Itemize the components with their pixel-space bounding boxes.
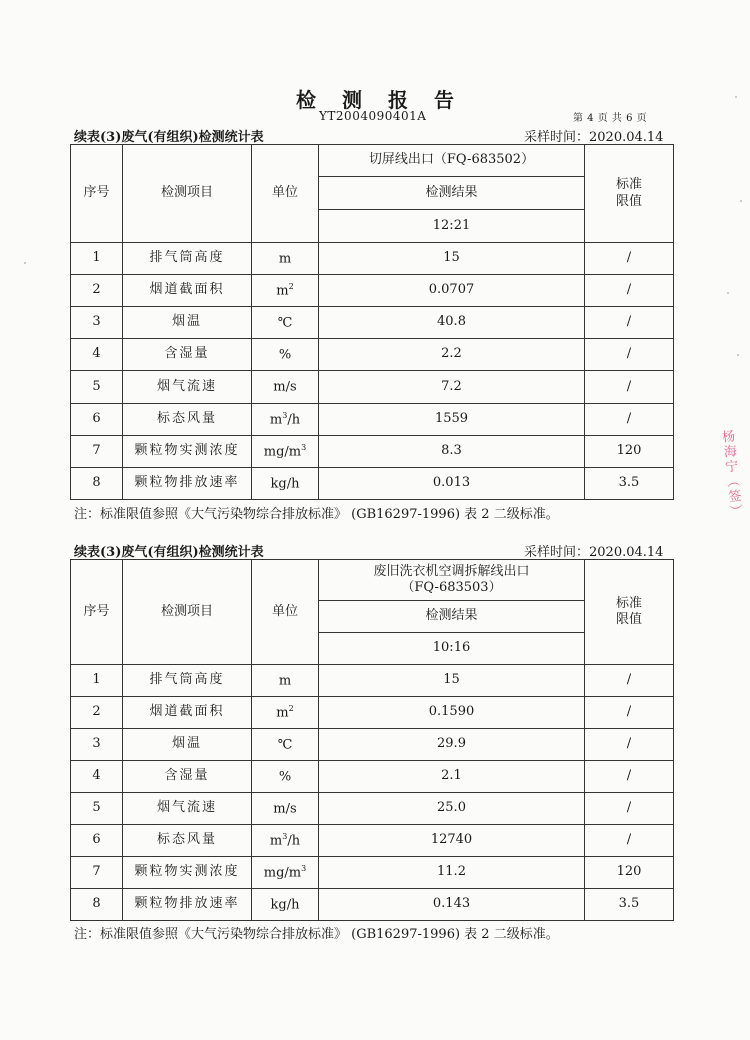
unit-base: mg/m — [263, 444, 302, 460]
report-title: 检测报告 — [296, 88, 480, 112]
row-seq: 2 — [71, 697, 123, 729]
row-value: 0.143 — [319, 889, 585, 921]
unit-base: m — [269, 412, 283, 428]
row-limit: / — [585, 665, 674, 697]
row-value: 8.3 — [319, 436, 585, 468]
unit-base: kg/h — [270, 476, 300, 492]
row-unit — [252, 468, 319, 500]
unit-base: m — [269, 833, 283, 849]
header-result: 检测结果 — [319, 177, 585, 210]
row-item: 烟气流速 — [123, 793, 252, 825]
sampling-time: 10:16 — [319, 633, 585, 665]
row-seq: 4 — [71, 339, 123, 371]
unit-suffix: /h — [287, 412, 301, 428]
row-seq: 6 — [71, 825, 123, 857]
row-unit — [252, 339, 319, 371]
row-unit — [252, 857, 319, 889]
row-value: 2.2 — [319, 339, 585, 371]
row-limit: / — [585, 729, 674, 761]
sampling-location-line-1: 切屏线出口（FQ-683502） — [368, 152, 535, 168]
row-limit: / — [585, 339, 674, 371]
table-row — [71, 404, 674, 436]
row-seq: 7 — [71, 857, 123, 889]
row-limit: / — [585, 825, 674, 857]
row-unit — [252, 729, 319, 761]
unit-base: m/s — [273, 379, 297, 395]
table-1-title: 续表(3)废气(有组织)检测统计表 — [74, 130, 264, 145]
table-row — [71, 275, 674, 307]
header-result: 检测结果 — [319, 601, 585, 633]
unit-suffix: /h — [287, 833, 301, 849]
table-1-note: 注：标准限值参照《大气污染物综合排放标准》 (GB16297-1996) 表 2 二级标准。 — [74, 507, 559, 522]
row-limit: 3.5 — [585, 889, 674, 921]
row-limit: / — [585, 371, 674, 404]
unit-base: m — [278, 673, 292, 689]
row-value: 29.9 — [319, 729, 585, 761]
results-table-2 — [70, 559, 674, 921]
row-unit — [252, 793, 319, 825]
row-item: 标态风量 — [123, 404, 252, 436]
row-value: 40.8 — [319, 307, 585, 339]
header-limit-line-1: 标准 — [615, 177, 642, 193]
row-value: 11.2 — [319, 857, 585, 889]
row-value: 12740 — [319, 825, 585, 857]
unit-base: ℃ — [277, 315, 293, 331]
table-2-body — [71, 665, 674, 921]
row-value: 15 — [319, 243, 585, 275]
row-seq: 5 — [71, 371, 123, 404]
unit-exponent: 3 — [301, 442, 307, 452]
page-number: 第 4 页 共 6 页 — [573, 113, 647, 124]
table-row — [71, 339, 674, 371]
row-seq: 3 — [71, 307, 123, 339]
row-limit: / — [585, 793, 674, 825]
table-row — [71, 468, 674, 500]
row-item: 颗粒物实测浓度 — [123, 857, 252, 889]
table-row — [71, 729, 674, 761]
table-row — [71, 825, 674, 857]
table-row — [71, 793, 674, 825]
row-unit — [252, 889, 319, 921]
row-seq: 8 — [71, 889, 123, 921]
row-seq: 2 — [71, 275, 123, 307]
unit-exponent: 3 — [282, 831, 288, 841]
row-limit: / — [585, 697, 674, 729]
row-item: 烟道截面积 — [123, 275, 252, 307]
row-seq: 4 — [71, 761, 123, 793]
table-row — [71, 307, 674, 339]
header-limit-line-2: 限值 — [615, 193, 642, 209]
table-1-body — [71, 243, 674, 500]
row-limit: 120 — [585, 857, 674, 889]
row-item: 含湿量 — [123, 761, 252, 793]
results-table-1 — [70, 144, 674, 500]
table-row — [71, 243, 674, 275]
row-value: 7.2 — [319, 371, 585, 404]
header-limit — [585, 145, 674, 243]
unit-exponent: 3 — [301, 863, 307, 873]
table-row — [71, 697, 674, 729]
unit-base: m — [276, 705, 289, 721]
report-number: YT2004090401A — [319, 109, 427, 123]
row-limit: / — [585, 307, 674, 339]
handwritten-signature: 杨海宁（签） — [718, 428, 743, 521]
unit-base: kg/h — [270, 897, 300, 913]
row-limit: / — [585, 761, 674, 793]
row-item: 颗粒物排放速率 — [123, 468, 252, 500]
row-item: 烟道截面积 — [123, 697, 252, 729]
header-item: 检测项目 — [123, 145, 252, 243]
row-item: 烟温 — [123, 307, 252, 339]
row-unit — [252, 371, 319, 404]
table-row — [71, 889, 674, 921]
sampling-location — [319, 560, 585, 601]
row-value: 25.0 — [319, 793, 585, 825]
row-unit — [252, 404, 319, 436]
row-seq: 6 — [71, 404, 123, 436]
row-seq: 7 — [71, 436, 123, 468]
header-limit — [585, 560, 674, 665]
row-item: 排气筒高度 — [123, 665, 252, 697]
row-limit: 3.5 — [585, 468, 674, 500]
header-limit-line-2: 限值 — [615, 612, 642, 627]
row-limit: / — [585, 275, 674, 307]
row-seq: 3 — [71, 729, 123, 761]
table-row — [71, 436, 674, 468]
unit-base: ℃ — [277, 737, 293, 753]
table-2-note: 注：标准限值参照《大气污染物综合排放标准》 (GB16297-1996) 表 2 二级标准。 — [74, 927, 559, 942]
row-value: 1559 — [319, 404, 585, 436]
table-2-sample-time: 采样时间：2020.04.14 — [524, 545, 664, 560]
unit-exponent: 3 — [282, 410, 288, 420]
row-value: 0.1590 — [319, 697, 585, 729]
row-unit — [252, 697, 319, 729]
row-value: 0.013 — [319, 468, 585, 500]
row-limit: / — [585, 404, 674, 436]
scan-speck — [735, 96, 737, 98]
unit-base: mg/m — [263, 865, 302, 881]
row-unit — [252, 761, 319, 793]
sampling-location-line-2: （FQ-683503） — [401, 580, 502, 595]
table-1-sample-time: 采样时间：2020.04.14 — [524, 130, 664, 145]
unit-exponent: 2 — [288, 281, 294, 291]
row-value: 15 — [319, 665, 585, 697]
header-unit: 单位 — [252, 145, 319, 243]
header-item: 检测项目 — [123, 560, 252, 665]
row-unit — [252, 275, 319, 307]
row-unit — [252, 436, 319, 468]
unit-base: % — [278, 769, 292, 785]
row-limit: 120 — [585, 436, 674, 468]
table-row — [71, 371, 674, 404]
unit-base: m — [276, 283, 289, 299]
row-seq: 5 — [71, 793, 123, 825]
table-2-title: 续表(3)废气(有组织)检测统计表 — [74, 545, 264, 560]
unit-exponent: 2 — [288, 703, 294, 713]
unit-base: m — [278, 251, 292, 267]
table-row — [71, 857, 674, 889]
unit-base: % — [278, 347, 292, 363]
row-item: 烟气流速 — [123, 371, 252, 404]
row-unit — [252, 243, 319, 275]
row-seq: 8 — [71, 468, 123, 500]
row-unit — [252, 665, 319, 697]
sampling-location — [319, 145, 585, 177]
row-value: 2.1 — [319, 761, 585, 793]
row-item: 排气筒高度 — [123, 243, 252, 275]
row-unit — [252, 307, 319, 339]
sampling-location-line-1: 废旧洗衣机空调拆解线出口 — [373, 563, 530, 579]
row-item: 颗粒物实测浓度 — [123, 436, 252, 468]
row-seq: 1 — [71, 665, 123, 697]
row-item: 烟温 — [123, 729, 252, 761]
table-row — [71, 665, 674, 697]
row-limit: / — [585, 243, 674, 275]
scan-speck — [740, 200, 742, 202]
unit-base: m/s — [273, 801, 297, 817]
row-item: 颗粒物排放速率 — [123, 889, 252, 921]
row-unit — [252, 825, 319, 857]
row-value: 0.0707 — [319, 275, 585, 307]
row-item: 含湿量 — [123, 339, 252, 371]
row-item: 标态风量 — [123, 825, 252, 857]
table-row — [71, 761, 674, 793]
header-seq: 序号 — [71, 560, 123, 665]
sampling-time: 12:21 — [319, 210, 585, 243]
header-unit: 单位 — [252, 560, 319, 665]
row-seq: 1 — [71, 243, 123, 275]
scan-speck — [727, 292, 729, 294]
scan-speck — [24, 262, 26, 264]
scan-speck — [737, 354, 739, 356]
header-seq: 序号 — [71, 145, 123, 243]
header-limit-line-1: 标准 — [615, 595, 642, 611]
